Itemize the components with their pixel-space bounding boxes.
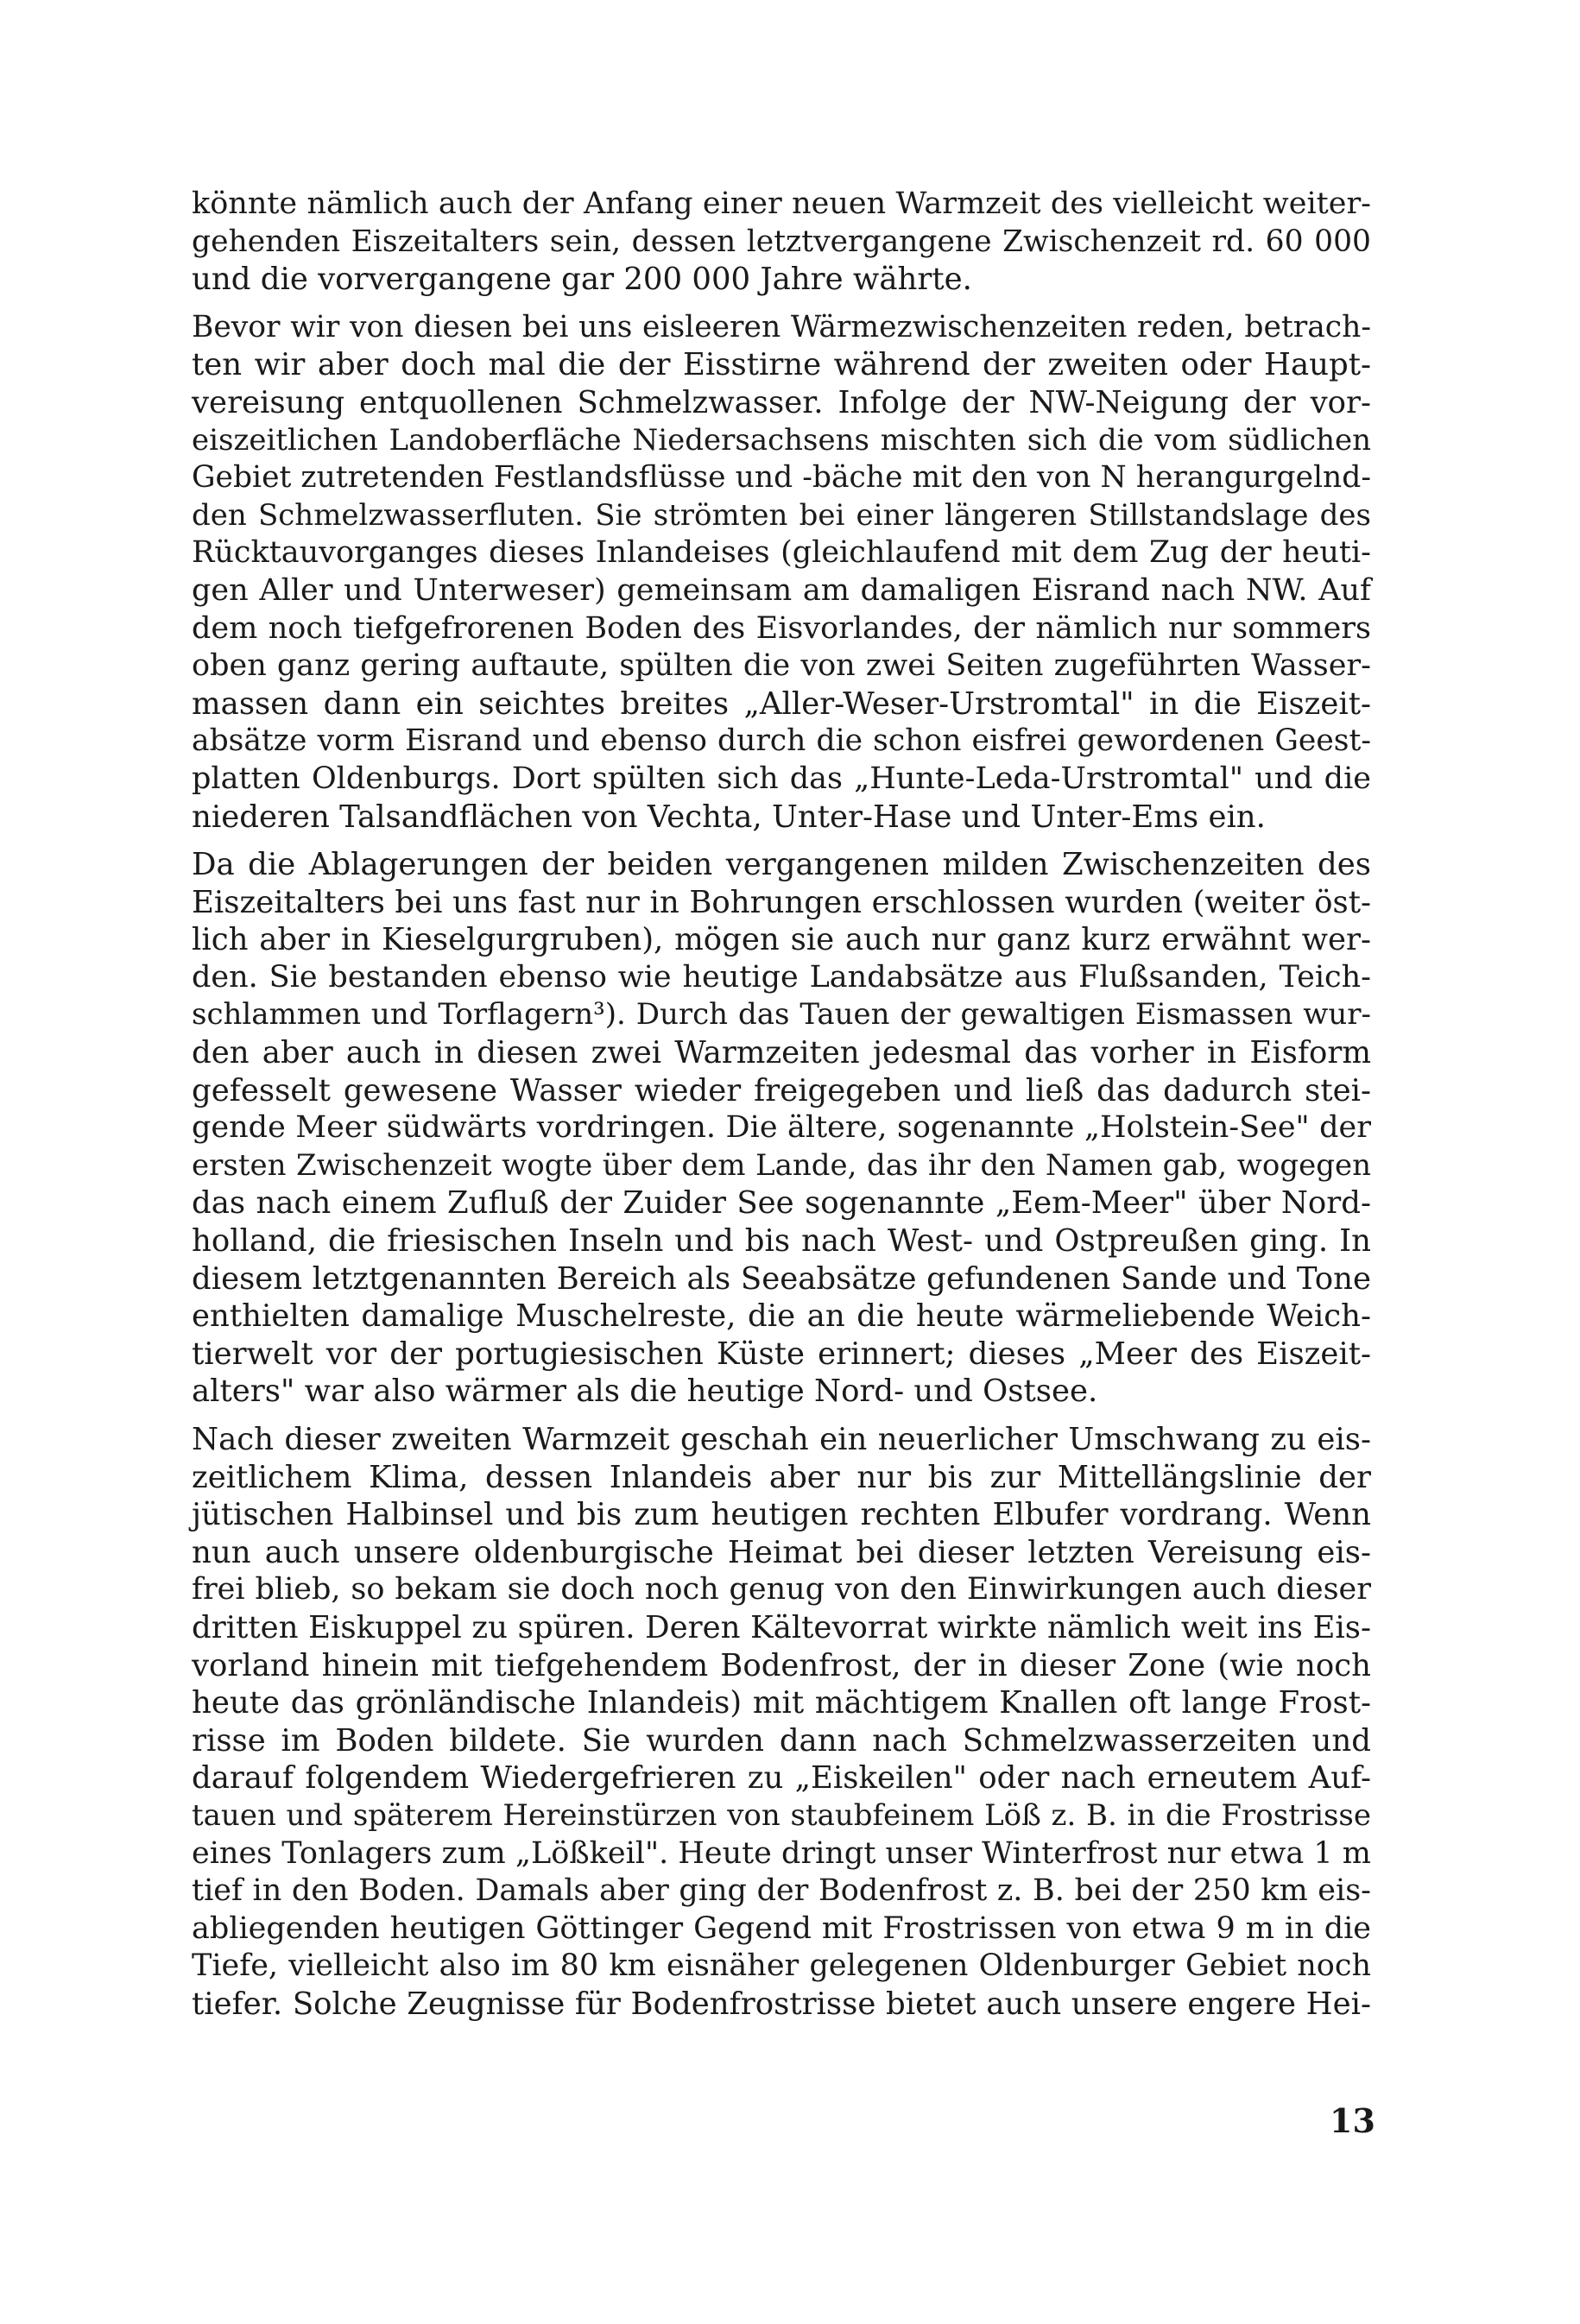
text-line: tierwelt vor der portugiesischen Küste erinnert; dieses „Meer des Eiszeit-	[192, 1336, 1371, 1372]
text-line: ersten Zwischenzeit wogte über dem Lande, das ihr den Namen gab, wogegen	[192, 1147, 1371, 1183]
text-line: tiefer. Solche Zeugnisse für Bodenfrostrisse bietet auch unsere engere Hei-	[192, 1986, 1371, 2022]
text-line: dritten Eiskuppel zu spüren. Deren Kältevorrat wirkte nämlich weit ins Eis-	[192, 1609, 1371, 1645]
text-line: nun auch unsere oldenburgische Heimat bei dieser letzten Vereisung eis-	[192, 1534, 1371, 1570]
text-line: schlammen und Torflagern³). Durch das Tauen der gewaltigen Eismassen wur-	[192, 997, 1371, 1033]
text-line: jütischen Halbinsel und bis zum heutigen rechten Elbufer vordrang. Wenn	[192, 1497, 1371, 1533]
text-line: vereisung entquollenen Schmelzwasser. Infolge der NW-Neigung der vor-	[192, 384, 1371, 420]
text-line: könnte nämlich auch der Anfang einer neuen Warmzeit des vielleicht weiter-	[192, 186, 1371, 221]
text-line: gehenden Eiszeitalters sein, dessen letztvergangene Zwischenzeit rd. 60 000	[192, 224, 1371, 259]
text-line: dem noch tiefgefrorenen Boden des Eisvorlandes, der nämlich nur sommers	[192, 610, 1371, 646]
text-line: abliegenden heutigen Göttinger Gegend mit Frostrissen von etwa 9 m in die	[192, 1910, 1371, 1946]
text-line: holland, die friesischen Inseln und bis nach West- und Ostpreußen ging. In	[192, 1223, 1371, 1260]
text-line: alters" war also wärmer als die heutige Nord- und Ostsee.	[192, 1374, 1098, 1410]
text-line: eines Tonlagers zum „Lößkeil". Heute dringt unser Winterfrost nur etwa 1 m	[192, 1835, 1371, 1871]
text-line: Nach dieser zweiten Warmzeit geschah ein neuerlicher Umschwang zu eis-	[192, 1422, 1371, 1457]
paragraph	[192, 846, 1371, 1411]
text-line: den. Sie bestanden ebenso wie heutige Landabsätze aus Flußsanden, Teich-	[192, 959, 1371, 995]
paragraph	[192, 1421, 1371, 2024]
text-line: darauf folgendem Wiedergefrieren zu „Eiskeilen" oder nach erneutem Auf-	[192, 1760, 1371, 1797]
text-line: absätze vorm Eisrand und ebenso durch die schon eisfrei gewordenen Geest-	[192, 723, 1371, 759]
text-line: risse im Boden bildete. Sie wurden dann nach Schmelzwasserzeiten und	[192, 1722, 1371, 1759]
text-line: zeitlichem Klima, dessen Inlandeis aber nur bis zur Mittellängslinie der	[192, 1459, 1371, 1495]
body-text	[192, 186, 1371, 2034]
paragraph	[192, 309, 1371, 836]
page-number: 13	[1330, 2101, 1375, 2140]
text-line: vorland hinein mit tiefgehendem Bodenfrost, der in dieser Zone (wie noch	[192, 1647, 1371, 1683]
text-line: heute das grönländische Inlandeis) mit mächtigem Knallen oft lange Frost-	[192, 1685, 1371, 1721]
text-line: oben ganz gering auftaute, spülten die von zwei Seiten zugeführten Wasser-	[192, 648, 1371, 684]
text-line: eiszeitlichen Landoberfläche Niedersachsens mischten sich die vom südlichen	[192, 422, 1371, 458]
text-line: Eiszeitalters bei uns fast nur in Bohrungen erschlossen wurden (weiter öst-	[192, 884, 1371, 920]
text-line: Da die Ablagerungen der beiden vergangenen milden Zwischenzeiten des	[192, 847, 1371, 883]
text-line: enthielten damalige Muschelreste, die an die heute wärmeliebende Weich-	[192, 1298, 1371, 1335]
text-line: diesem letztgenannten Bereich als Seeabsätze gefundenen Sande und Tone	[192, 1260, 1371, 1297]
text-line: massen dann ein seichtes breites „Aller-Weser-Urstromtal" in die Eiszeit-	[192, 685, 1371, 722]
text-line: Rücktauvorganges dieses Inlandeises (gleichlaufend mit dem Zug der heuti-	[192, 535, 1371, 571]
text-line: das nach einem Zufluß der Zuider See sogenannte „Eem-Meer" über Nord-	[192, 1185, 1371, 1222]
text-line: Gebiet zutretenden Festlandsflüsse und -bäche mit den von N herangurgelnd-	[192, 460, 1371, 496]
text-line: gende Meer südwärts vordringen. Die ältere, sogenannte „Holstein-See" der	[192, 1110, 1371, 1146]
text-line: und die vorvergangene gar 200 000 Jahre währte.	[192, 262, 972, 298]
text-line: Bevor wir von diesen bei uns eisleeren Wärmezwischenzeiten reden, betrach-	[192, 309, 1371, 344]
text-line: tief in den Boden. Damals aber ging der Bodenfrost z. B. bei der 250 km eis-	[192, 1873, 1371, 1909]
text-line: lich aber in Kieselgurgruben), mögen sie auch nur ganz kurz erwähnt wer-	[192, 922, 1371, 958]
text-line: Tiefe, vielleicht also im 80 km eisnäher gelegenen Oldenburger Gebiet noch	[192, 1948, 1371, 1984]
text-line: niederen Talsandflächen von Vechta, Unter-Hase und Unter-Ems ein.	[192, 799, 1266, 835]
text-line: ten wir aber doch mal die der Eisstirne während der zweiten oder Haupt-	[192, 347, 1371, 383]
text-line: frei blieb, so bekam sie doch noch genug von den Einwirkungen auch dieser	[192, 1572, 1371, 1607]
text-line: den Schmelzwasserfluten. Sie strömten bei einer längeren Stillstandslage des	[192, 497, 1371, 533]
text-line: den aber auch in diesen zwei Warmzeiten jedesmal das vorher in Eisform	[192, 1035, 1371, 1071]
text-line: platten Oldenburgs. Dort spülten sich das „Hunte-Leda-Urstromtal" und die	[192, 761, 1371, 796]
paragraph	[192, 186, 1371, 299]
text-line: tauen und späterem Hereinstürzen von staubfeinem Löß z. B. in die Frostrisse	[192, 1797, 1371, 1833]
text-line: gen Aller und Unterweser) gemeinsam am damaligen Eisrand nach NW. Auf	[192, 572, 1371, 608]
text-line: gefesselt gewesene Wasser wieder freigegeben und ließ das dadurch stei-	[192, 1072, 1371, 1108]
